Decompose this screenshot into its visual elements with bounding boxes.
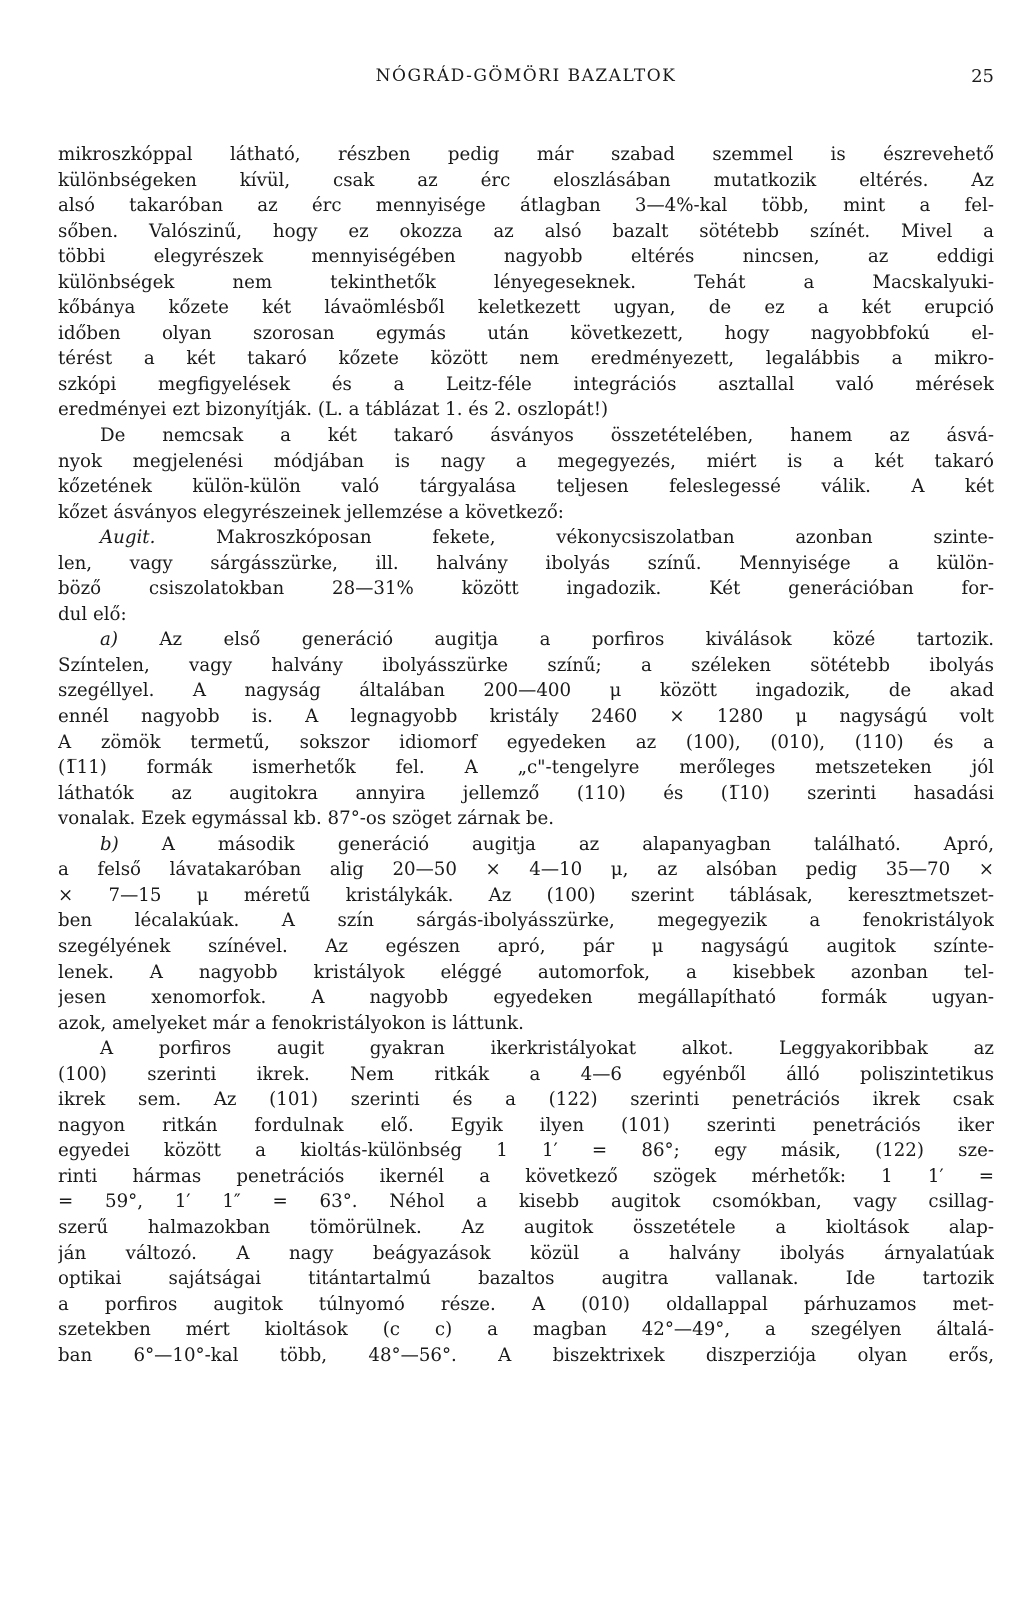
text-line: ben lécalakúak. A szín sárgás-ibolyásszürke, megegyezik a fenokristályok [58,910,994,932]
text-line: időben olyan szorosan egymás után következett, hogy nagyobbfokú el- [58,322,994,344]
text-line: Színtelen, vagy halvány ibolyásszürke színű; a széleken sötétebb ibolyás [58,654,994,676]
text-line: a felső lávatakaróban alig 20—50 × 4—10 μ, az alsóban pedig 35—70 × [58,859,994,881]
text-line: böző csiszolatokban 28—31% között ingadozik. Két generációban for- [58,578,994,600]
text-line: = 59°, 1′ 1″ = 63°. Néhol a kisebb augitok csomókban, vagy csillag- [58,1191,994,1213]
text-line: De nemcsak a két takaró ásványos összetételében, hanem az ásvá- [100,425,994,447]
text-line: azok, amelyeket már a fenokristályokon is láttunk. [58,1012,524,1034]
text-line: többi elegyrészek mennyiségében nagyobb eltérés nincsen, az eddigi [58,246,994,268]
italic-lead: Augit. [100,527,156,549]
text-line: láthatók az augitokra annyira jellemző (110) és (1̅10) szerinti hasadási [58,782,994,804]
text-line: A porfiros augit gyakran ikerkristályokat alkot. Leggyakoribbak az [100,1038,994,1060]
text-line: × 7—15 μ méretű kristálykák. Az (100) szerint táblásak, keresztmetszet- [58,884,994,906]
text-line: a) Az első generáció augitja a porfiros kiválások közé tartozik. [100,629,994,651]
page-number: 25 [971,66,994,87]
text-line: optikai sajátságai titántartalmú bazaltos augitra vallanak. Ide tartozik [58,1268,994,1290]
text-line: nagyon ritkán fordulnak elő. Egyik ilyen (101) szerinti penetrációs iker [58,1114,994,1136]
text-line: egyedei között a kioltás-különbség 1 1′ = 86°; egy másik, (122) sze- [58,1140,994,1162]
text-line: alsó takaróban az érc mennyisége átlagban 3—4%-kal több, mint a fel- [58,195,994,217]
text-line: Augit. Makroszkóposan fekete, vékonycsiszolatban azonban szinte- [100,527,994,549]
body-text [58,142,994,1368]
text-line: kőzetének külön-külön való tárgyalása teljesen feleslegessé válik. A két [58,476,994,498]
text-line: vonalak. Ezek egymással kb. 87°-os szöget zárnak be. [58,808,555,830]
text-line: a porfiros augitok túlnyomó része. A (010) oldallappal párhuzamos met- [58,1293,994,1315]
text-line: különbségek nem tekinthetők lényegeseknek. Tehát a Macskalyuki- [58,271,994,293]
text-line: lenek. A nagyobb kristályok eléggé automorfok, a kisebbek azonban tel- [58,961,994,983]
italic-lead: b) [100,833,119,855]
text-line: szegélyének színével. Az egészen apró, pár μ nagyságú augitok színte- [58,935,994,957]
text-line: (100) szerinti ikrek. Nem ritkák a 4—6 egyénből álló poliszintetikus [58,1063,994,1085]
text-line: kőbánya kőzete két lávaömlésből keletkezett ugyan, de ez a két erupció [58,297,994,319]
text-line: len, vagy sárgásszürke, ill. halvány ibolyás színű. Mennyisége a külön- [58,552,994,574]
text-line: ján változó. A nagy beágyazások közül a halvány ibolyás árnyalatúak [58,1242,994,1264]
page-header [58,66,994,96]
text-line: szegéllyel. A nagyság általában 200—400 μ között ingadozik, de akad [58,680,994,702]
text-line: rinti hármas penetrációs ikernél a következő szögek mérhetők: 1 1′ = [58,1165,994,1187]
text-line: különbségeken kívül, csak az érc eloszlásában mutatkozik eltérés. Az [58,169,994,191]
text-line: nyok megjelenési módjában is nagy a megegyezés, miért is a két takaró [58,450,994,472]
text-line: ban 6°—10°-kal több, 48°—56°. A biszektrixek diszperziója olyan erős, [58,1344,994,1366]
page [58,66,994,1368]
italic-lead: a) [100,629,118,651]
text-line: dul elő: [58,603,127,625]
running-title: NÓGRÁD-GÖMÖRI BAZALTOK [375,66,677,86]
text-line: sőben. Valószinű, hogy ez okozza az alsó bazalt sötétebb színét. Mivel a [58,220,994,242]
text-line: ennél nagyobb is. A legnagyobb kristály 2460 × 1280 μ nagyságú volt [58,706,994,728]
text-line: kőzet ásványos elegyrészeinek jellemzése a következő: [58,501,564,523]
text-line: szerű halmazokban tömörülnek. Az augitok összetétele a kioltások alap- [58,1216,994,1238]
text-line: térést a két takaró kőzete között nem eredményezett, legalábbis a mikro- [58,348,994,370]
text-line: b) A második generáció augitja az alapanyagban található. Apró, [100,833,994,855]
text-line: ikrek sem. Az (101) szerinti és a (122) szerinti penetrációs ikrek csak [58,1089,994,1111]
text-line: (1̅11) formák ismerhetők fel. A „c"-tengelyre merőleges metszeteken jól [58,757,994,779]
text-line: mikroszkóppal látható, részben pedig már szabad szemmel is észrevehető [58,144,994,165]
text-line: A zömök termetű, sokszor idiomorf egyedeken az (100), (010), (110) és a [58,731,994,753]
text-line: szkópi megfigyelések és a Leitz-féle integrációs asztallal való mérések [58,373,994,395]
text-line: jesen xenomorfok. A nagyobb egyedeken megállapítható formák ugyan- [58,987,994,1009]
text-line: eredményei ezt bizonyítják. (L. a táblázat 1. és 2. oszlopát!) [58,399,609,421]
text-line: szetekben mért kioltások (c c) a magban 42°—49°, a szegélyen általá- [58,1319,994,1341]
